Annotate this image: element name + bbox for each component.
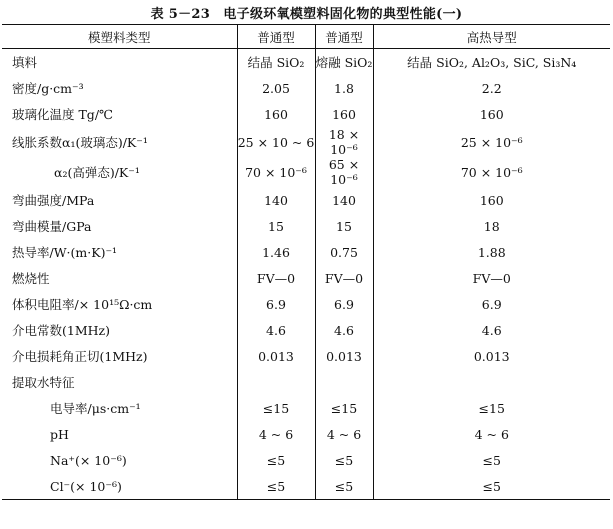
value-normal-1: 25 × 10 ~ 6 (237, 127, 315, 157)
table-row-dielectric-constant (2, 317, 610, 343)
value-normal-2: 160 (315, 101, 373, 127)
table-row-volume-resistivity (2, 291, 610, 317)
value-normal-2: ≤5 (315, 447, 373, 473)
value-normal-1: 70 × 10⁻⁶ (237, 157, 315, 187)
value-normal-2: FV—0 (315, 265, 373, 291)
value-high-thermal: 0.013 (473, 348, 510, 364)
header-row (2, 25, 610, 49)
table-row-glass-transition (2, 101, 610, 127)
value-normal-1: 160 (237, 101, 315, 127)
value-high-thermal (373, 369, 610, 395)
header-normal-1: 普通型 (237, 25, 315, 49)
property-label: pH (2, 421, 237, 447)
value-normal-1: 15 (237, 213, 315, 239)
properties-table (2, 24, 610, 500)
table-row-extract-water (2, 369, 610, 395)
property-label: 热导率/W·(m·K)⁻¹ (2, 239, 237, 265)
property-label: 体积电阻率/× 10¹⁵Ω·cm (2, 291, 237, 317)
value-normal-2: 4 ~ 6 (315, 421, 373, 447)
value-high-thermal: ≤5 (373, 473, 610, 500)
value-normal-2: 65 × 10⁻⁶ (315, 157, 373, 187)
value-high-thermal: 160 (479, 192, 504, 208)
table-row-density (2, 75, 610, 101)
value-normal-1: 4.6 (237, 317, 315, 343)
table-row-dielectric-loss (2, 343, 610, 369)
value-normal-1: ≤5 (237, 447, 315, 473)
value-normal-1: 4 ~ 6 (237, 421, 315, 447)
value-high-thermal: ≤15 (478, 400, 505, 416)
property-label: 电导率/μs·cm⁻¹ (2, 395, 237, 421)
value-normal-2: 18 × 10⁻⁶ (315, 127, 373, 157)
value-normal-2: ≤15 (315, 395, 373, 421)
value-high-thermal: ≤5 (482, 452, 501, 468)
property-label: 玻璃化温度 Tg/℃ (2, 101, 237, 127)
property-label: 弯曲模量/GPa (2, 213, 237, 239)
table-row-thermal-conductivity (2, 239, 610, 265)
table-row-flexural-strength (2, 187, 610, 213)
value-normal-2: 6.9 (315, 291, 373, 317)
value-high-thermal: FV—0 (472, 270, 511, 286)
value-normal-1: 0.013 (237, 343, 315, 369)
table-row-sodium (2, 447, 610, 473)
value-normal-1: FV—0 (237, 265, 315, 291)
property-label: 线胀系数α₁(玻璃态)/K⁻¹ (2, 127, 237, 157)
value-high-thermal: 4.6 (481, 322, 502, 338)
value-normal-1: ≤5 (237, 473, 315, 500)
header-high-thermal: 高热导型 (373, 25, 610, 49)
value-normal-1: 6.9 (237, 291, 315, 317)
value-normal-2: ≤5 (315, 473, 373, 500)
property-label: 燃烧性 (2, 265, 237, 291)
table-row-cte-alpha1 (2, 127, 610, 157)
table-row-flexural-modulus (2, 213, 610, 239)
value-normal-2 (315, 369, 373, 395)
value-normal-2: 0.013 (315, 343, 373, 369)
table-row-ph (2, 421, 610, 447)
value-normal-1: 1.46 (237, 239, 315, 265)
table-row-flammability (2, 265, 610, 291)
table-row-conductivity (2, 395, 610, 421)
value-high-thermal: 4 ~ 6 (474, 426, 509, 442)
value-normal-2: 1.8 (315, 75, 373, 101)
property-label: 弯曲强度/MPa (2, 187, 237, 213)
table-row-chloride (2, 473, 610, 500)
value-high-thermal: 18 (483, 218, 500, 234)
property-label: 介电损耗角正切(1MHz) (2, 343, 237, 369)
value-normal-1: 140 (237, 187, 315, 213)
property-label: α₂(高弹态)/K⁻¹ (2, 157, 237, 187)
value-normal-2: 15 (315, 213, 373, 239)
table-row-cte-alpha2 (2, 157, 610, 187)
property-label: Cl⁻(× 10⁻⁶) (2, 473, 237, 500)
value-high-thermal: 6.9 (481, 296, 502, 312)
value-normal-2: 0.75 (315, 239, 373, 265)
property-label: Na⁺(× 10⁻⁶) (2, 447, 237, 473)
value-high-thermal: 25 × 10⁻⁶ (460, 134, 523, 150)
value-high-thermal: 2.2 (481, 80, 502, 96)
value-high-thermal: 结晶 SiO₂, Al₂O₃, SiC, Si₃N₄ (407, 55, 577, 70)
header-type: 模塑料类型 (2, 25, 237, 49)
value-high-thermal: 1.88 (477, 244, 506, 260)
value-normal-1: 结晶 SiO₂ (237, 49, 315, 76)
property-label: 介电常数(1MHz) (2, 317, 237, 343)
value-normal-2: 140 (315, 187, 373, 213)
value-normal-1: ≤15 (237, 395, 315, 421)
value-normal-2: 熔融 SiO₂ (315, 49, 373, 76)
property-label: 提取水特征 (2, 369, 237, 395)
table-row-filler (2, 49, 610, 76)
header-normal-2: 普通型 (315, 25, 373, 49)
value-high-thermal: 70 × 10⁻⁶ (460, 164, 523, 180)
value-high-thermal: 160 (479, 106, 504, 122)
property-label: 填料 (2, 49, 237, 76)
value-normal-2: 4.6 (315, 317, 373, 343)
value-normal-1: 2.05 (237, 75, 315, 101)
value-normal-1 (237, 369, 315, 395)
table-caption: 表 5－23 电子级环氧模塑料固化物的典型性能(一) (150, 7, 463, 22)
property-label: 密度/g·cm⁻³ (2, 75, 237, 101)
